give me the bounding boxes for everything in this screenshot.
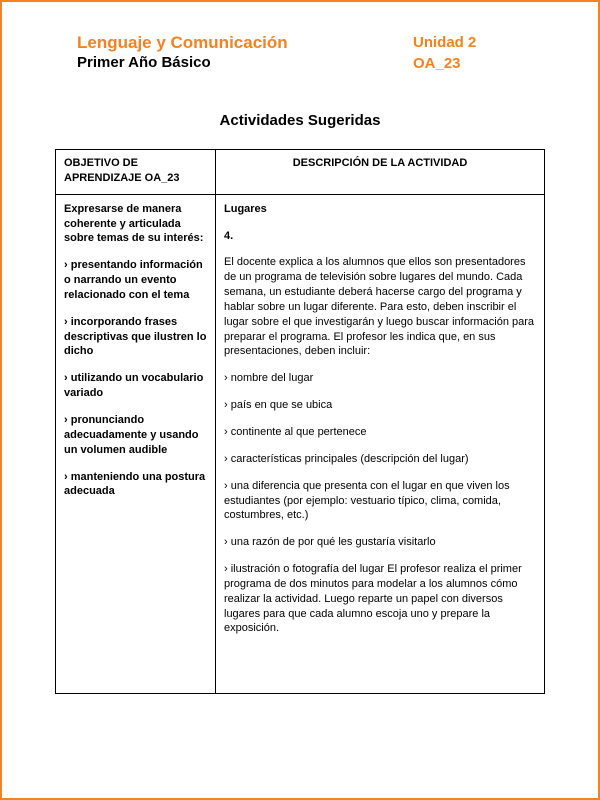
activity-bullet: › país en que se ubica: [224, 399, 333, 412]
document-header: [55, 32, 545, 74]
subject-title: Lenguaje y Comunicación: [77, 33, 288, 52]
objective-cell: [56, 195, 216, 693]
objective-item: › manteniendo una postura adecuada: [64, 470, 206, 498]
oa-code: OA_23: [413, 54, 461, 72]
activities-table: [55, 149, 545, 694]
page-title: Actividades Sugeridas: [219, 112, 381, 129]
objective-item: › pronunciando adecuadamente y usando un volumen audible: [64, 413, 199, 456]
activity-bullet: › una razón de por qué les gustaría visitarlo: [224, 536, 436, 549]
objective-item: › incorporando frases descriptivas que ilustren lo dicho: [64, 315, 207, 358]
activity-bullet: › una diferencia que presenta con el lugar en que viven los estudiantes (por ejemplo: vestuario típico, clima, comida, costumbres, etc.): [224, 479, 510, 522]
activity-number: 4.: [224, 229, 234, 242]
objective-item: Expresarse de manera coherente y articulada sobre temas de su interés:: [64, 202, 204, 245]
activity-bullet: › continente al que pertenece: [224, 425, 367, 438]
activity-bullet: › ilustración o fotografía del lugar El profesor realiza el primer programa de dos minutos para modelar a los alumnos cómo realizar la actividad. Luego reparte un papel con diversos lugares para que cada alumno escoja uno y prepare la exposición.: [224, 563, 522, 635]
activity-heading: Lugares: [224, 202, 267, 215]
activity-cell: [216, 195, 544, 693]
objective-item: › presentando información o narrando un evento relacionado con el tema: [64, 259, 203, 301]
table-body-row: [56, 195, 544, 693]
unit-label: Unidad 2: [413, 34, 477, 51]
table-header-row: [56, 150, 544, 195]
objective-item: › utilizando un vocabulario variado: [64, 372, 204, 400]
activity-intro: El docente explica a los alumnos que ellos son presentadores de un programa de televisión sobre lugares del mundo. Cada semana, un estudiante deberá hacerse cargo del programa y hablar sobre un lugar diferente. Para esto, deben inscribir el lugar sobre el que investigarán y luego buscar información para preparar el programa. El profesor les indica que, en sus presentaciones, deben incluir:: [224, 256, 535, 358]
header-left-block: [77, 32, 288, 74]
activity-bullet: › características principales (descripción del lugar): [224, 452, 469, 465]
header-right-block: [413, 32, 523, 74]
description-column-header: DESCRIPCIÓN DE LA ACTIVIDAD: [292, 157, 468, 169]
activity-bullet: › nombre del lugar: [224, 372, 314, 385]
grade-level: Primer Año Básico: [77, 54, 211, 72]
objective-column-header: OBJETIVO DE APRENDIZAJE OA_23: [56, 150, 216, 194]
